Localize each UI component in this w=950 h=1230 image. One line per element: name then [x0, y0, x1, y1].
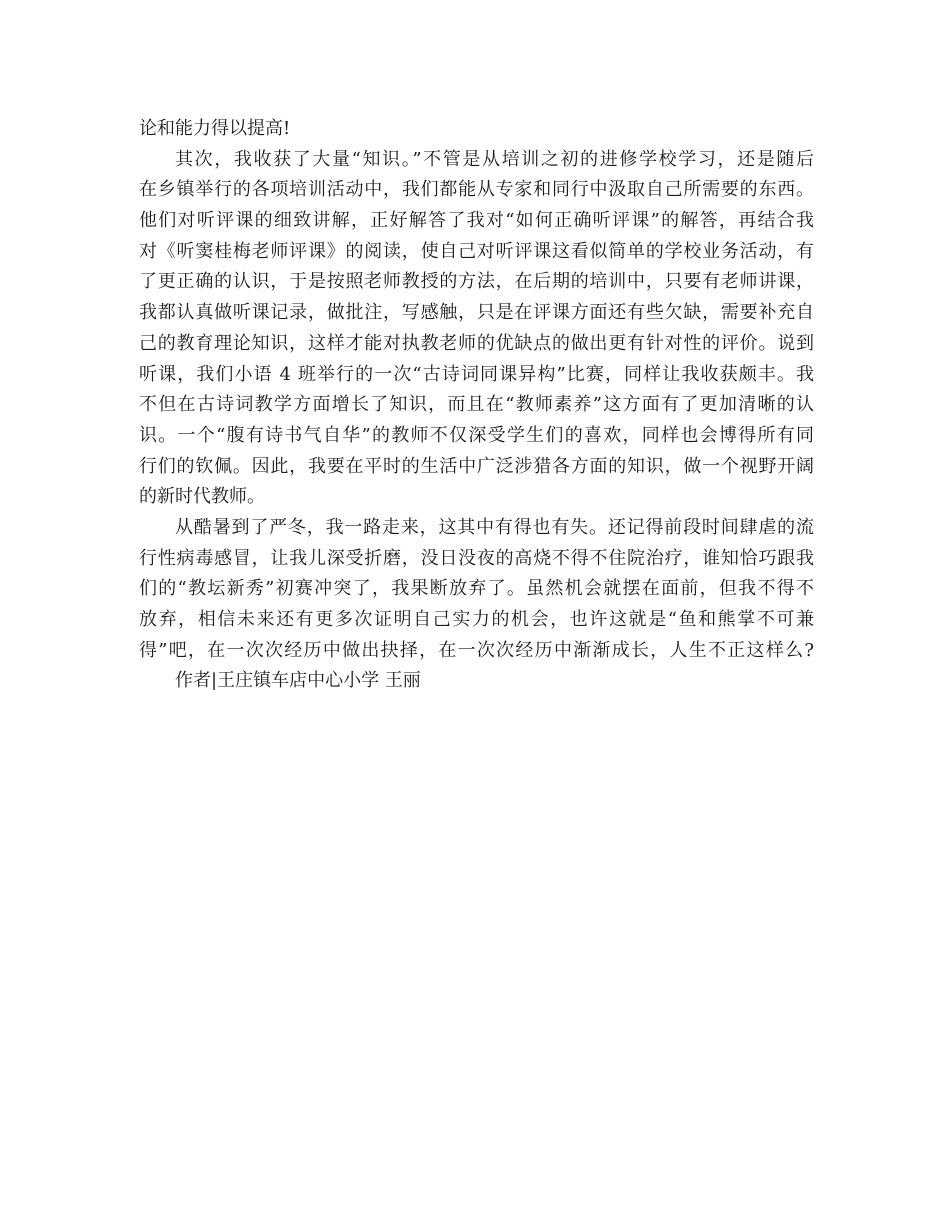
text-line: 的新时代教师。 [139, 486, 265, 508]
text-line: 得”吧，在一次次经历中做出抉择，在一次次经历中渐渐成长，人生不正这样么? [139, 639, 814, 661]
text-line: 他们对听评课的细致讲解，正好解答了我对“如何正确听评课”的解答，再结合我 [139, 210, 814, 232]
body-text [139, 114, 814, 697]
text-line: 行们的钦佩。因此，我要在平时的生活中广泛涉猎各方面的知识，做一个视野开阔 [139, 455, 814, 477]
text-line: 对《听窦桂梅老师评课》的阅读，使自己对听评课这看似简单的学校业务活动，有 [139, 240, 814, 262]
text-line: 听课，我们小语 4 班举行的一次“古诗词同课异构”比赛，同样让我收获颇丰。我 [139, 363, 814, 385]
text-line: 放弃，相信未来还有更多次证明自己实力的机会，也许这就是“鱼和熊掌不可兼 [139, 609, 814, 630]
text-line: 识。一个“腹有诗书气自华”的教师不仅深受学生们的喜欢，同样也会博得所有同 [139, 424, 814, 446]
text-line: 我都认真做听课记录，做批注，写感触，只是在评课方面还有些欠缺，需要补充自 [139, 302, 814, 324]
text-line: 论和能力得以提高! [139, 118, 291, 139]
text-line: 们的“教坛新秀”初赛冲突了，我果断放弃了。虽然机会就摆在面前，但我不得不 [139, 578, 814, 600]
text-line: 行性病毒感冒，让我儿深受折磨，没日没夜的高烧不得不住院治疗，谁知恰巧跟我 [139, 547, 814, 569]
text-line: 从酷暑到了严冬，我一路走来，这其中有得也有失。还记得前段时间肆虐的流 [175, 516, 814, 538]
text-line: 不但在古诗词教学方面增长了知识，而且在“教师素养”这方面有了更加清晰的认 [139, 394, 814, 416]
text-line: 其次，我收获了大量“知识。”不管是从培训之初的进修学校学习，还是随后 [175, 148, 814, 170]
text-line: 在乡镇举行的各项培训活动中，我们都能从专家和同行中汲取自己所需要的东西。 [139, 179, 814, 201]
author-line: 作者|王庄镇车店中心小学 王丽 [175, 670, 421, 692]
text-line: 己的教育理论知识，这样才能对执教老师的优缺点的做出更有针对性的评价。说到 [139, 332, 814, 354]
text-line: 了更正确的认识，于是按照老师教授的方法，在后期的培训中，只要有老师讲课， [139, 271, 814, 293]
